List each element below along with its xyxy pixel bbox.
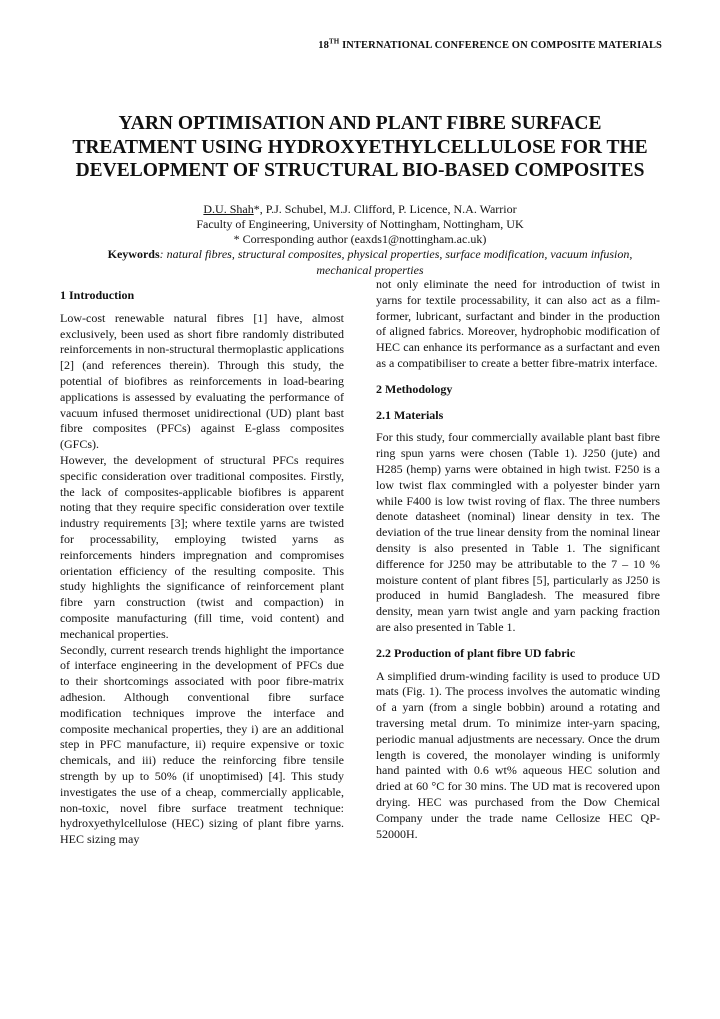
- materials-paragraph: For this study, four commercially available plant bast fibre ring spun yarns were chosen (Table 1). J250 (jute) and H285 (hemp) yarns were obtained in high twist. F250 is a low twist flax commingled with a polyester binder yarn while F400 is low twist roving of flax. The three numbers denote datasheet (nominal) linear density in tex. The deviation of the true linear density from the nominal linear density is also presented in Table 1. The significant difference for J250 may be attributable to the 7 – 10 % moisture content of plant fibres [5], particularly as J250 is produced in humid Bangladesh. The measured fibre density, mean yarn twist angle and yarn packing fraction are also presented in Table 1.: [376, 430, 660, 634]
- paper-title: YARN OPTIMISATION AND PLANT FIBRE SURFACE TREATMENT USING HYDROXYETHYLCELLULOSE FOR THE DEVELOPMENT OF STRUCTURAL BIO-BASED COMPOSITES: [72, 113, 648, 181]
- intro-paragraph-2: However, the development of structural PFCs requires specific consideration over traditional composites. Firstly, the lack of composites-applicable biofibres is apparent noting that they require specific consideration over textile industry requirements [3]; where textile yarns are twisted for processability, employing twisted yarns as reinforcements hinders impregnation and compromises orientation efficiency of the resulting composite. This study highlights the significance of reinforcement plant fibre yarn construction (twist and compaction) in composite manufacturing (fill time, void content) and mechanical properties.: [60, 452, 344, 641]
- section-heading-introduction: 1 Introduction: [60, 288, 135, 302]
- conference-name: INTERNATIONAL CONFERENCE ON COMPOSITE MATERIALS: [342, 40, 662, 51]
- conference-ordinal: 18: [318, 40, 329, 51]
- co-authors: *, P.J. Schubel, M.J. Clifford, P. Licence, N.A. Warrior: [253, 202, 517, 216]
- production-paragraph: A simplified drum-winding facility is used to produce UD mats (Fig. 1). The process involves the automatic winding of a yarn (from a single bobbin) around a rotating and traversing metal drum. To minimize inter-yarn spacing, periodic manual adjustments are necessary. Once the drum length is covered, the monolayer winding is uniformly hand painted with 0.6 wt% aqueous HEC solution and dried at 60 °C for 30 mins. The UD mat is recovered upon drying. HEC was purchased from the Dow Chemical Company under the trade name Cellosize HEC QP-52000H.: [376, 668, 660, 841]
- corresponding-author: * Corresponding author (eaxds1@nottingham.ac.uk): [233, 232, 487, 246]
- subsection-heading-production: 2.2 Production of plant fibre UD fabric: [376, 645, 576, 660]
- subsection-heading-materials: 2.1 Materials: [376, 407, 444, 422]
- keywords-label: Keywords: [107, 247, 160, 261]
- affiliation: Faculty of Engineering, University of Nottingham, Nottingham, UK: [196, 217, 524, 231]
- intro-paragraph-1: Low-cost renewable natural fibres [1] have, almost exclusively, been used as short fibre randomly distributed reinforcements in non-structural thermoplastic applications [2] (and references therein). Through this study, the potential of biofibres as reinforcements in load-bearing applications is assessed by evaluating the performance of vacuum infused thermoset unidirectional (UD) plant bast fibre composites (PFCs) against E-glass composites (GFCs).: [60, 310, 344, 452]
- keywords-text: : natural fibres, structural composites, physical properties, surface modification, vacuum infusion, mechanical properties: [159, 247, 633, 277]
- right-column: [376, 277, 660, 842]
- left-column: [60, 288, 344, 848]
- keywords: [100, 247, 640, 278]
- conference-ordinal-suffix: TH: [329, 37, 340, 46]
- lead-author: D.U. Shah: [203, 202, 254, 216]
- intro-paragraph-3-continued: not only eliminate the need for introduction of twist in yarns for textile processability, it can also act as a film-former, lubricant, surfactant and binder in the production of aligned fabrics. Moreover, hydrophobic modification of HEC can enhance its performance as a surfactant and even as a compatibiliser to create a better fibre-matrix interface.: [376, 277, 660, 370]
- author-list: [60, 202, 660, 217]
- running-header: [0, 37, 662, 51]
- intro-paragraph-3: Secondly, current research trends highlight the importance of interface engineering in the development of PFCs due to their shortcomings associated with poor fibre-matrix adhesion. Although conventional fibre surface modification techniques improve the interface and composite mechanical properties, they i) are an additional step in PFC manufacture, ii) require expensive or toxic chemicals, and iii) reduce the reinforcing fibre tensile strength by up to 50% (if unoptimised) [4]. This study investigates the use of a cheap, commercially applicable, non-toxic, novel fibre surface treatment technique: hydroxyethylcellulose (HEC) sizing of plant fibre yarns. HEC sizing may: [60, 642, 344, 847]
- section-heading-methodology: 2 Methodology: [376, 381, 453, 396]
